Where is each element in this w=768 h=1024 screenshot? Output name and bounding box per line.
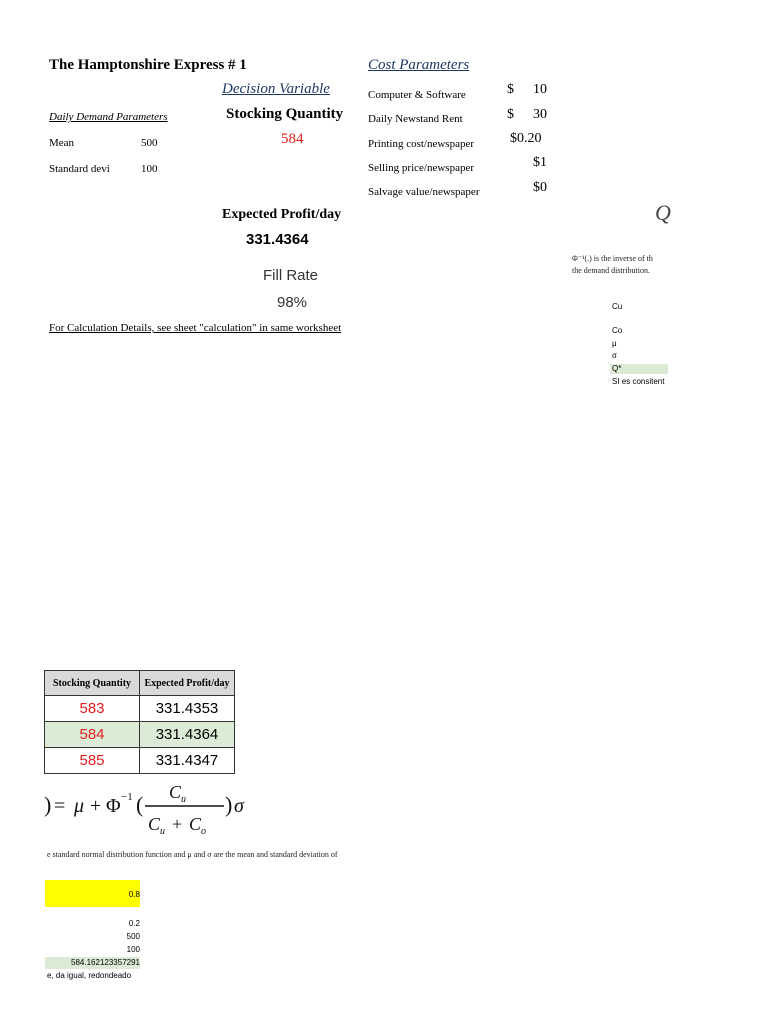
profit-cell[interactable]: 331.4364 bbox=[140, 722, 235, 748]
table-row bbox=[45, 748, 235, 774]
mu-label: μ bbox=[612, 339, 617, 348]
svg-text:u: u bbox=[181, 794, 186, 805]
inverse-note-line2: the demand distribution. bbox=[572, 266, 650, 275]
sigma-cell[interactable]: 100 bbox=[126, 945, 140, 954]
critical-ratio-highlight bbox=[45, 880, 140, 907]
cost-parameters-heading: Cost Parameters bbox=[368, 57, 470, 73]
svg-text:=: = bbox=[54, 795, 66, 817]
col-header-profit[interactable]: Expected Profit/day bbox=[140, 671, 235, 696]
svg-text:C: C bbox=[169, 782, 182, 802]
cost-cell-salvage[interactable]: $0 bbox=[533, 180, 547, 195]
svg-text:u: u bbox=[160, 826, 165, 837]
decision-variable-heading: Decision Variable bbox=[222, 81, 330, 97]
inverse-note-line1: Φ⁻¹(.) is the inverse of th bbox=[572, 254, 653, 263]
profit-cell[interactable]: 331.4353 bbox=[140, 696, 235, 722]
quantity-cell[interactable]: 585 bbox=[45, 748, 140, 774]
cost-label-rent: Daily Newstand Rent bbox=[368, 113, 463, 125]
sensitivity-table bbox=[44, 670, 235, 774]
cost-label-salvage: Salvage value/newspaper bbox=[368, 186, 480, 198]
col-header-quantity[interactable]: Stocking Quantity bbox=[45, 671, 140, 696]
inverse-note bbox=[572, 253, 653, 277]
table-row bbox=[45, 722, 235, 748]
cu-label: Cu bbox=[612, 302, 623, 311]
svg-text:+: + bbox=[90, 795, 102, 817]
cost-currency-rent: $ bbox=[507, 107, 514, 122]
sigma-label: σ bbox=[612, 351, 617, 360]
stocking-quantity-label: Stocking Quantity bbox=[226, 106, 344, 122]
q-formula-glyph: Q bbox=[655, 200, 671, 225]
mean-label: Mean bbox=[49, 137, 75, 149]
qstar-label: Q* bbox=[612, 364, 622, 373]
stocking-quantity-cell[interactable]: 584 bbox=[281, 131, 304, 147]
rounding-note: e, da igual, redondeado bbox=[47, 971, 132, 980]
consistency-label: SI es consitent bbox=[612, 377, 665, 386]
table-header-row bbox=[45, 671, 235, 696]
mean-cell[interactable]: 500 bbox=[141, 137, 158, 149]
svg-text:μ: μ bbox=[74, 795, 85, 817]
svg-text:): ) bbox=[44, 792, 52, 817]
expected-profit-cell[interactable]: 331.4364 bbox=[246, 231, 309, 248]
cost-cell-rent[interactable]: 30 bbox=[533, 107, 547, 122]
quantity-cell[interactable]: 584 bbox=[45, 722, 140, 748]
fill-rate-label: Fill Rate bbox=[263, 267, 319, 284]
cost-cell-selling[interactable]: $1 bbox=[533, 155, 547, 170]
cost-cell-printing[interactable]: $0.20 bbox=[510, 131, 542, 146]
cost-label-selling: Selling price/newspaper bbox=[368, 162, 474, 174]
svg-text:−1: −1 bbox=[121, 791, 133, 803]
quantity-cell[interactable]: 583 bbox=[45, 696, 140, 722]
expected-profit-label: Expected Profit/day bbox=[222, 207, 342, 222]
co-label: Co bbox=[612, 326, 623, 335]
svg-text:o: o bbox=[201, 826, 206, 837]
formula-description: e standard normal distribution function and μ and σ are the mean and standard deviation of bbox=[47, 850, 338, 859]
svg-text:+: + bbox=[172, 814, 183, 834]
svg-text:C: C bbox=[189, 814, 202, 834]
cost-cell-computer[interactable]: 10 bbox=[533, 82, 547, 97]
std-dev-label: Standard devi bbox=[49, 163, 110, 175]
svg-text:(: ( bbox=[136, 792, 144, 817]
cost-label-computer: Computer & Software bbox=[368, 89, 466, 101]
cost-currency-computer: $ bbox=[507, 82, 514, 97]
calculation-note: For Calculation Details, see sheet "calculation" in same worksheet bbox=[49, 322, 342, 334]
svg-text:Φ: Φ bbox=[106, 795, 121, 817]
std-dev-cell[interactable]: 100 bbox=[141, 163, 158, 175]
critical-ratio-cell[interactable]: 0.8 bbox=[128, 890, 140, 899]
profit-cell[interactable]: 331.4347 bbox=[140, 748, 235, 774]
cost-label-printing: Printing cost/newspaper bbox=[368, 138, 475, 150]
svg-text:σ: σ bbox=[234, 795, 244, 817]
table-row bbox=[45, 696, 235, 722]
co-cell[interactable]: 0.2 bbox=[128, 919, 140, 928]
daily-demand-heading: Daily Demand Parameters bbox=[49, 111, 168, 123]
svg-text:): ) bbox=[225, 792, 233, 817]
fill-rate-cell[interactable]: 98% bbox=[277, 294, 308, 311]
sheet-title: The Hamptonshire Express # 1 bbox=[49, 57, 247, 73]
newsvendor-formula bbox=[44, 776, 254, 838]
mu-cell[interactable]: 500 bbox=[126, 932, 140, 941]
qstar-cell[interactable]: 584.162123357291 bbox=[71, 958, 140, 967]
svg-text:C: C bbox=[148, 814, 161, 834]
